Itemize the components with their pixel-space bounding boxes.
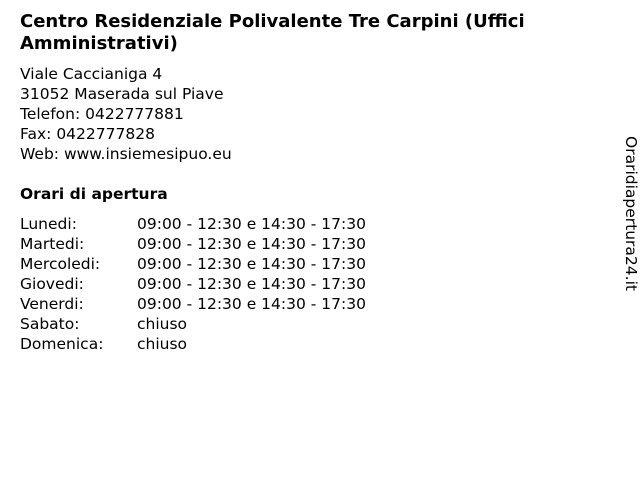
hours-table bbox=[20, 214, 366, 354]
day-label: Sabato: bbox=[20, 315, 80, 333]
page-title: Centro Residenziale Polivalente Tre Carpini (Uffici Amministrativi) bbox=[20, 11, 525, 54]
time-value: chiuso bbox=[137, 315, 188, 333]
hours-row bbox=[20, 334, 366, 354]
phone-number: Telefon: 0422777881 bbox=[20, 105, 184, 123]
website: Web: www.insiemesipuo.eu bbox=[20, 145, 232, 163]
day-label: Giovedi: bbox=[20, 275, 84, 293]
time-value: 09:00 - 12:30 e 14:30 - 17:30 bbox=[137, 295, 366, 313]
day-label: Lunedi: bbox=[20, 215, 77, 233]
hours-heading: Orari di apertura bbox=[20, 185, 168, 203]
fax-number: Fax: 0422777828 bbox=[20, 125, 155, 143]
side-brand-watermark: Oraridiapertura24.it bbox=[622, 136, 640, 291]
day-label: Mercoledi: bbox=[20, 255, 101, 273]
hours-row bbox=[20, 234, 366, 254]
street-address: Viale Caccianiga 4 bbox=[20, 65, 163, 83]
hours-row bbox=[20, 314, 366, 334]
hours-row bbox=[20, 294, 366, 314]
time-value: 09:00 - 12:30 e 14:30 - 17:30 bbox=[137, 235, 366, 253]
day-label: Domenica: bbox=[20, 335, 104, 353]
day-label: Martedi: bbox=[20, 235, 85, 253]
address-block bbox=[20, 64, 232, 164]
hours-row bbox=[20, 214, 366, 234]
hours-row bbox=[20, 254, 366, 274]
hours-row bbox=[20, 274, 366, 294]
time-value: 09:00 - 12:30 e 14:30 - 17:30 bbox=[137, 215, 366, 233]
city-address: 31052 Maserada sul Piave bbox=[20, 85, 224, 103]
day-label: Venerdi: bbox=[20, 295, 84, 313]
time-value: chiuso bbox=[137, 335, 188, 353]
time-value: 09:00 - 12:30 e 14:30 - 17:30 bbox=[137, 255, 366, 273]
time-value: 09:00 - 12:30 e 14:30 - 17:30 bbox=[137, 275, 366, 293]
